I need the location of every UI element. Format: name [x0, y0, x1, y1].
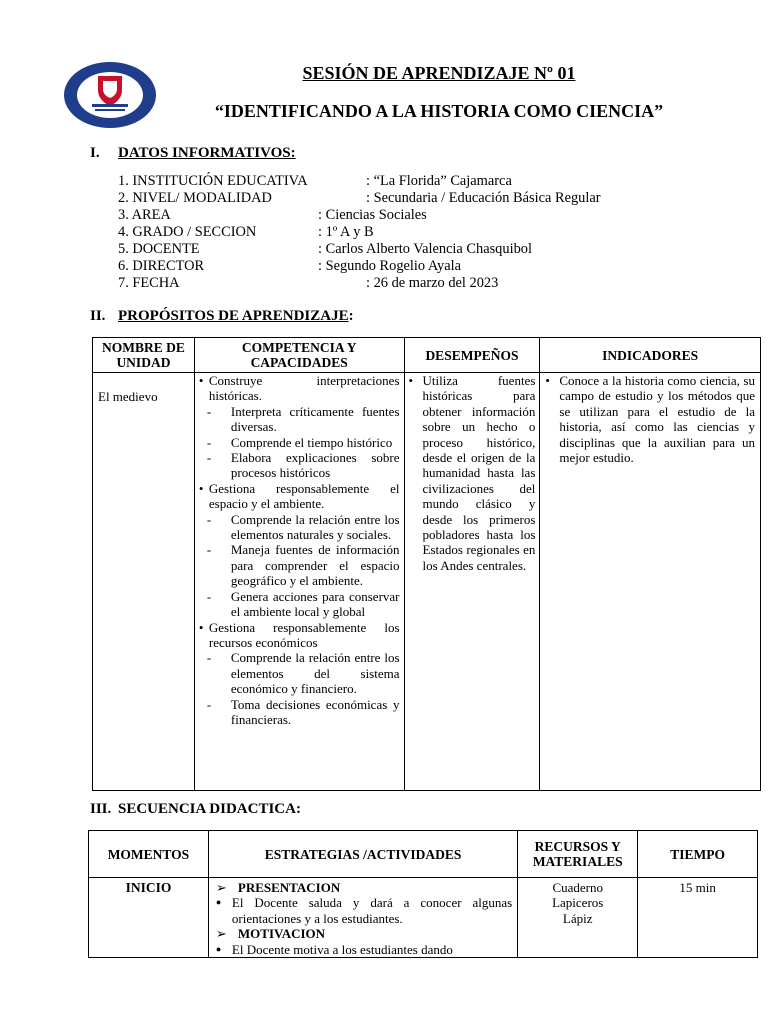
cell-recursos	[518, 878, 638, 958]
recurso-item: Lapiceros	[552, 895, 604, 911]
capacidad-item: - Interpreta críticamente fuentes diversas.	[203, 404, 400, 435]
header-desempenos: DESEMPEÑOS	[404, 338, 540, 373]
capacidad-item: - Elabora explicaciones sobre procesos históricos	[203, 450, 400, 481]
info-value: : 26 de marzo del 2023	[366, 275, 499, 291]
section-propositos-heading	[90, 308, 354, 325]
header-unidad: NOMBRE DE UNIDAD	[93, 338, 195, 373]
section-secuencia-heading	[90, 801, 301, 818]
recurso-item: Cuaderno	[552, 880, 603, 895]
info-label: 1. INSTITUCIÓN EDUCATIVA	[118, 173, 308, 189]
section-label: DATOS INFORMATIVOS:	[118, 145, 296, 161]
section-number: II.	[90, 308, 106, 324]
info-value: : “La Florida” Cajamarca	[366, 173, 512, 189]
recurso-item: Lápiz	[562, 910, 593, 926]
section-number: I.	[90, 145, 100, 161]
cell-estrategias	[208, 878, 517, 958]
capacidad-item: - Maneja fuentes de información para comprender el espacio geográfico y el ambiente.	[203, 542, 400, 588]
cell-indicadores	[540, 373, 761, 791]
strategy-heading: ➢ MOTIVACION	[214, 926, 512, 941]
info-label: 7. FECHA	[118, 275, 180, 291]
capacidad-item: - Genera acciones para conservar el ambiente local y global	[203, 589, 400, 620]
cell-momento: INICIO	[89, 878, 209, 958]
strategy-heading: ➢ PRESENTACION	[214, 880, 512, 895]
page-title: SESIÓN DE APRENDIZAJE Nº 01	[302, 63, 576, 83]
cell-unidad: El medievo	[93, 373, 195, 791]
section-colon: :	[348, 308, 354, 324]
page-subtitle: “IDENTIFICANDO A LA HISTORIA COMO CIENCIA”	[214, 101, 664, 121]
cell-tiempo: 15 min	[638, 878, 758, 958]
capacidad-item: - Comprende la relación entre los elementos naturales y sociales.	[203, 512, 400, 543]
info-value: : Segundo Rogelio Ayala	[318, 258, 461, 274]
info-label: 2. NIVEL/ MODALIDAD	[118, 190, 272, 206]
header-tiempo: TIEMPO	[638, 831, 758, 878]
competencia-bullet: • Gestiona responsablemente el espacio y el ambiente.	[199, 481, 400, 512]
section-datos-heading	[90, 145, 296, 162]
section-number: III.	[90, 801, 112, 817]
info-value: : Ciencias Sociales	[318, 207, 427, 223]
indicador-text: • Conoce a la historia como ciencia, su campo de estudio y los métodos que se utilizan para el estudio de la historia, así como las ciencias y disciplinas que la auxilian para un mejor estudio.	[545, 373, 755, 465]
section-label: PROPÓSITOS DE APRENDIZAJE	[118, 308, 349, 324]
cell-competencias	[194, 373, 404, 791]
competencia-bullet: • Construye interpretaciones históricas.	[199, 373, 400, 404]
capacidad-item: - Comprende la relación entre los elementos del sistema económico y financiero.	[203, 650, 400, 696]
capacidad-item: - Toma decisiones económicas y financieras.	[203, 697, 400, 728]
desempeno-text: • Utiliza fuentes históricas para obtener información sobre un hecho o proceso histórico, desde el origen de la humanidad hasta las civilizaciones del mundo clásico y desde los primeros pobladores hasta los Estados regionales en los Andes centrales.	[409, 373, 536, 573]
secuencia-table	[88, 830, 758, 958]
info-label: 3. AREA	[118, 207, 171, 223]
info-label: 6. DIRECTOR	[118, 258, 205, 274]
cell-desempenos	[404, 373, 540, 791]
header-momentos: MOMENTOS	[89, 831, 209, 878]
propositos-table	[92, 337, 761, 791]
info-label: 5. DOCENTE	[118, 241, 200, 257]
capacidad-item: - Comprende el tiempo histórico	[203, 435, 400, 450]
strategy-item: ● El Docente motiva a los estudiantes dando	[214, 942, 512, 957]
strategy-item: ● El Docente saluda y dará a conocer algunas orientaciones y a los estudiantes.	[214, 895, 512, 926]
header-competencia: COMPETENCIA Y CAPACIDADES	[194, 338, 404, 373]
info-value: : Carlos Alberto Valencia Chasquibol	[318, 241, 532, 257]
competencia-bullet: • Gestiona responsablemente los recursos económicos	[199, 620, 400, 651]
header-estrategias: ESTRATEGIAS /ACTIVIDADES	[208, 831, 517, 878]
info-value: : 1º A y B	[318, 224, 374, 240]
section-label: SECUENCIA DIDACTICA:	[118, 801, 301, 817]
info-label: 4. GRADO / SECCION	[118, 224, 257, 240]
header-recursos: RECURSOS Y MATERIALES	[518, 831, 638, 878]
info-value: : Secundaria / Educación Básica Regular	[366, 190, 601, 206]
header-indicadores: INDICADORES	[540, 338, 761, 373]
